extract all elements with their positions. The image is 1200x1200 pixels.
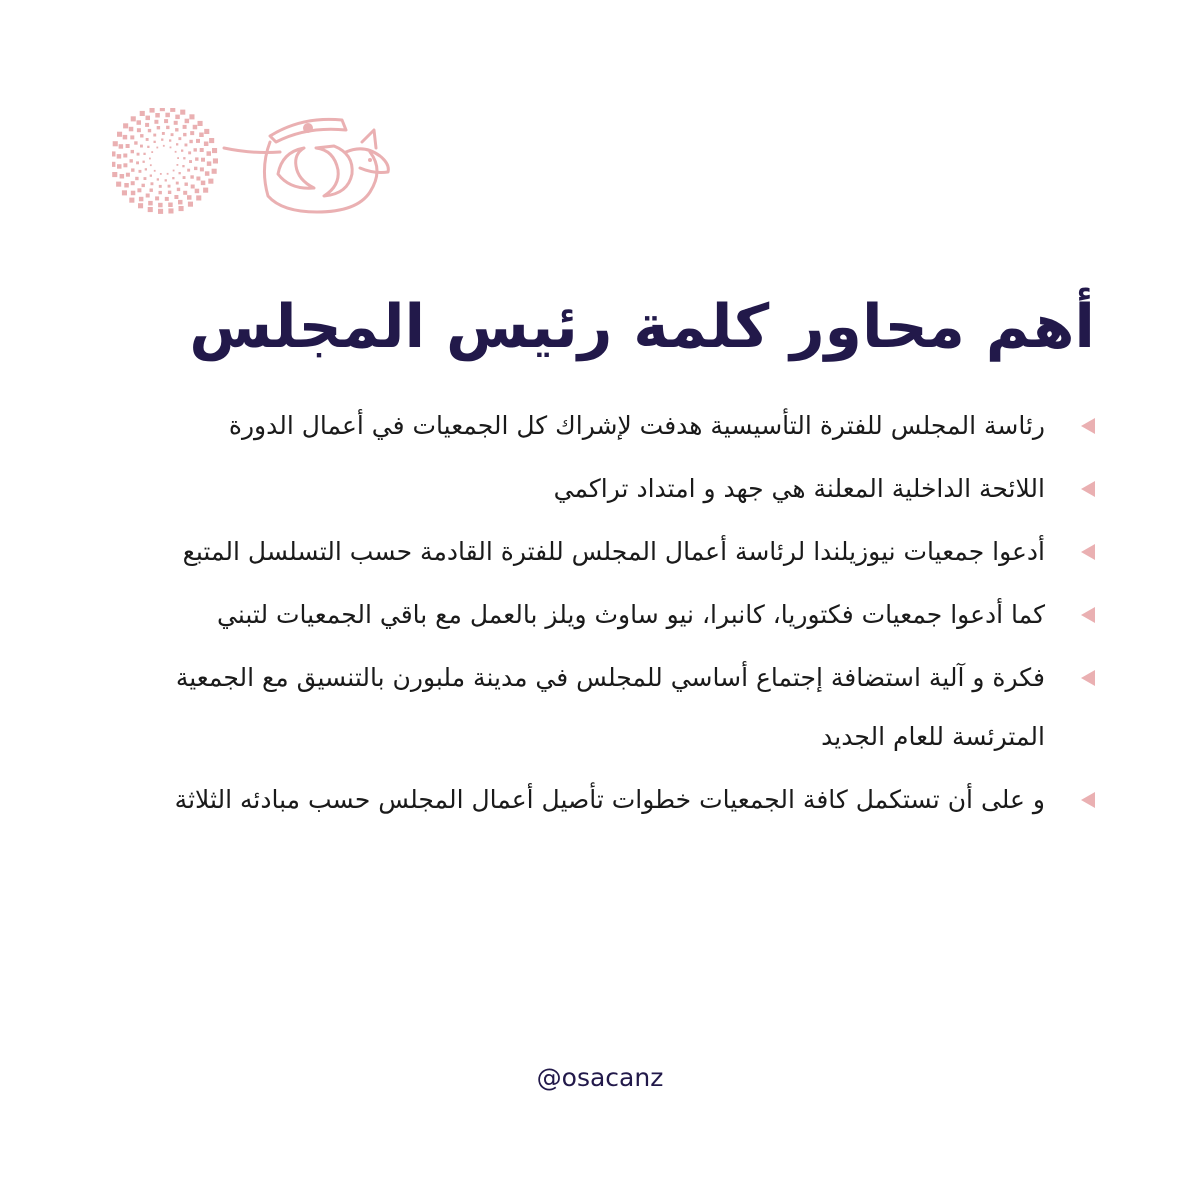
burst-dot (129, 127, 134, 132)
burst-dot (183, 125, 187, 129)
burst-dot (163, 145, 165, 147)
burst-dot (150, 189, 153, 192)
burst-dot (148, 129, 151, 132)
burst-dot (176, 143, 178, 145)
list-item (115, 396, 1095, 455)
burst-dot (148, 201, 153, 206)
burst-dot (205, 171, 210, 176)
burst-dot (134, 141, 137, 144)
burst-dot (178, 200, 183, 205)
burst-dot (185, 119, 190, 124)
burst-dot (199, 133, 204, 138)
burst-dot (177, 157, 179, 159)
burst-dot (157, 126, 160, 129)
burst-dot (131, 191, 136, 196)
burst-dot (135, 177, 138, 180)
burst-dot (194, 167, 197, 170)
burst-dot (140, 145, 143, 148)
burst-dot (173, 170, 175, 172)
burst-dot (150, 108, 155, 113)
burst-dot (131, 168, 134, 171)
burst-dot (117, 164, 122, 169)
list-item (115, 770, 1095, 829)
burst-dot (187, 195, 192, 200)
burst-dot (164, 119, 168, 123)
burst-dot (148, 207, 153, 212)
burst-dot (188, 151, 191, 154)
burst-dot (151, 182, 154, 185)
burst-dot (204, 142, 209, 147)
burst-dot (123, 154, 127, 158)
burst-dot (177, 164, 179, 166)
burst-dot (200, 148, 204, 152)
burst-dot (137, 188, 141, 192)
burst-dot (131, 181, 135, 185)
burst-dot (171, 133, 174, 136)
burst-dot (126, 144, 130, 148)
burst-dot (149, 158, 151, 160)
burst-dot (201, 181, 206, 186)
burst-dot (196, 139, 200, 143)
burst-dot (157, 178, 159, 180)
burst-dot (188, 202, 193, 207)
burst-dot (196, 177, 200, 181)
burst-dot (158, 209, 163, 214)
burst-dot (147, 146, 149, 148)
burst-dot (144, 177, 147, 180)
point-text: و على أن تستكمل كافة الجمعيات خطوات تأصيل أعمال المجلس حسب مبادئه الثلاثة (174, 785, 1045, 814)
burst-dot (208, 179, 213, 184)
burst-dot (183, 191, 187, 195)
kangaroo-camel-emblem-icon (224, 119, 388, 212)
burst-dot (207, 151, 212, 156)
burst-dot (143, 153, 145, 155)
burst-dot (168, 191, 171, 194)
list-item (115, 459, 1095, 518)
points-list (115, 396, 1095, 833)
social-handle: @osacanz (536, 1063, 664, 1092)
burst-dot (182, 165, 184, 167)
burst-dot (165, 113, 170, 118)
burst-dot (176, 182, 179, 185)
triangle-bullet-icon (1081, 544, 1095, 560)
burst-dot (195, 157, 198, 160)
burst-dot (166, 126, 169, 129)
burst-dot (190, 131, 194, 135)
burst-dot (137, 128, 141, 132)
burst-dot (170, 108, 175, 112)
burst-dot (183, 133, 186, 136)
burst-dot (150, 175, 152, 177)
burst-dot (185, 144, 188, 147)
burst-dot (213, 158, 218, 163)
burst-dot (167, 173, 169, 175)
burst-dot (159, 191, 162, 194)
point-text: اللائحة الداخلية المعلنة هي جهد و امتداد تراكمي (553, 474, 1045, 503)
burst-dot (162, 132, 165, 135)
triangle-bullet-icon (1081, 792, 1095, 808)
burst-dot (117, 132, 122, 137)
burst-dot (187, 169, 190, 172)
burst-dot (165, 197, 169, 201)
burst-dot (123, 123, 128, 128)
burst-dot (189, 140, 192, 143)
burst-dot (180, 110, 185, 115)
point-text: كما أدعوا جمعيات فكتوريا، كانبرا، نيو ساوث ويلز بالعمل مع باقي الجمعيات لتبني (216, 600, 1045, 629)
burst-dot (126, 173, 130, 177)
list-item (115, 522, 1095, 581)
burst-dot (138, 203, 143, 208)
burst-dot (161, 139, 163, 141)
logo-graphic (112, 108, 397, 220)
burst-dot (131, 116, 136, 121)
burst-dot (159, 185, 162, 188)
burst-dot (150, 164, 152, 166)
burst-dot (203, 188, 208, 193)
logo (112, 108, 397, 220)
burst-dot (181, 150, 183, 152)
burst-dot (140, 134, 143, 137)
burst-dot (175, 115, 180, 120)
burst-dot (160, 108, 165, 111)
burst-dot (139, 197, 144, 202)
triangle-bullet-icon (1081, 670, 1095, 686)
burst-dot (155, 113, 160, 118)
burst-dot (117, 154, 122, 159)
burst-dot (178, 137, 181, 140)
burst-dot (200, 167, 204, 171)
burst-dot (123, 135, 128, 140)
burst-dot (145, 168, 147, 170)
burst-dot (153, 134, 156, 137)
burst-dot (193, 125, 198, 130)
burst-dot (146, 116, 151, 121)
burst-dot (123, 163, 127, 167)
burst-dot (168, 185, 171, 188)
point-text: فكرة و آلية استضافة إجتماع أساسي للمجلس في مدينة ملبورن بالتنسيق مع الجمعية المترئسة للعام الجديد (175, 663, 1045, 751)
burst-dot (179, 206, 184, 211)
burst-dot (189, 114, 194, 119)
burst-dot (129, 198, 134, 203)
burst-dot (154, 170, 156, 172)
burst-dot (137, 153, 140, 156)
burst-dot (174, 195, 178, 199)
point-text: رئاسة المجلس للفترة التأسيسية هدفت لإشراك كل الجمعيات في أعمال الدورة (228, 411, 1045, 440)
list-item (115, 585, 1095, 644)
burst-dot (204, 129, 209, 134)
burst-dot (116, 182, 121, 187)
burst-dot (195, 189, 200, 194)
burst-dot (119, 144, 124, 149)
burst-dot (175, 128, 178, 131)
burst-dot (201, 158, 205, 162)
burst-dot (189, 160, 192, 163)
burst-dot (168, 208, 173, 213)
burst-dot (158, 203, 163, 208)
burst-dot (130, 159, 133, 162)
page-title: أهم محاور كلمة رئيس المجلس (189, 292, 1095, 362)
burst-dot (172, 177, 174, 179)
burst-dot (137, 120, 142, 125)
burst-dot (198, 121, 203, 126)
burst-dot (124, 183, 129, 188)
burst-dot (212, 169, 217, 174)
burst-dot (175, 151, 177, 153)
burst-dot (154, 141, 156, 143)
burst-dot (207, 161, 212, 166)
burst-dot (168, 203, 173, 208)
burst-dot (160, 173, 162, 175)
list-item (115, 648, 1095, 766)
burst-dot (177, 188, 180, 191)
burst-dot (136, 161, 139, 164)
burst-dot (112, 162, 115, 167)
burst-dot (183, 157, 185, 159)
burst-dot (112, 172, 117, 177)
burst-dot (143, 161, 145, 163)
triangle-bullet-icon (1081, 481, 1095, 497)
burst-dot (130, 135, 134, 139)
burst-dot (185, 183, 188, 186)
burst-dot (155, 196, 159, 200)
burst-dot (191, 185, 195, 189)
burst-dot (120, 174, 125, 179)
burst-dot (194, 148, 197, 151)
burst-dot (183, 176, 186, 179)
burst-dot (131, 150, 134, 153)
burst-dot (142, 184, 145, 187)
burst-dot (145, 123, 149, 127)
burst-dot (209, 138, 214, 143)
triangle-bullet-icon (1081, 607, 1095, 623)
burst-dot (112, 151, 116, 156)
burst-dot (154, 120, 158, 124)
burst-dot (146, 194, 150, 198)
burst-dot (170, 147, 172, 149)
dotted-radial-burst-icon (112, 108, 218, 214)
burst-dot (139, 170, 142, 173)
burst-dot (169, 139, 171, 141)
burst-dot (190, 175, 193, 178)
triangle-bullet-icon (1081, 418, 1095, 434)
burst-dot (212, 148, 217, 153)
point-text: أدعوا جمعيات نيوزيلندا لرئاسة أعمال المجلس للفترة القادمة حسب التسلسل المتبع (182, 537, 1045, 566)
burst-dot (174, 121, 178, 125)
burst-dot (151, 151, 153, 153)
burst-dot (122, 190, 127, 195)
burst-dot (156, 147, 158, 149)
burst-dot (196, 195, 201, 200)
burst-dot (140, 111, 145, 116)
burst-dot (146, 138, 149, 141)
burst-dot (179, 172, 181, 174)
burst-dot (113, 141, 118, 146)
burst-dot (165, 179, 167, 181)
